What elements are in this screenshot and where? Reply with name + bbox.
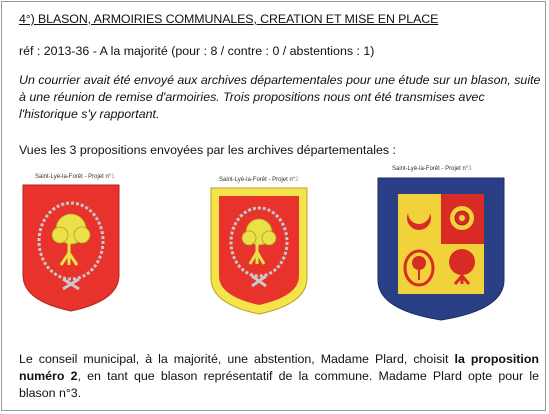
coat-of-arms-3 [376, 176, 506, 322]
proposal-2 [209, 172, 319, 322]
shield-field [23, 185, 119, 311]
vote-reference: réf : 2013-36 - A la majorité (pour : 8 / contre : 0 / abstentions : 1) [19, 44, 375, 58]
shield-field [219, 196, 299, 305]
proposal-1 [19, 172, 129, 322]
proposals-intro: Vues les 3 propositions envoyées par les archives départementales : [19, 143, 396, 157]
section-title: 4°) BLASON, ARMOIRIES COMMUNALES, CREATION ET MISE EN PLACE [19, 12, 439, 26]
proposal-3-caption: Saint-Lyé-la-Forêt - Projet n°3 [392, 166, 472, 172]
proposal-3 [376, 164, 506, 324]
crescent-icon [407, 202, 431, 230]
document-frame [1, 1, 546, 411]
intro-paragraph: Un courrier avait été envoyé aux archives départementales pour une étude sur un blason, suite à une réunion de remise d'armoiries. Trois propositions nous ont été transmises avec l'historique s'y rapportant. [19, 73, 541, 121]
proposal-1-caption: Saint-Lyé-la-Forêt - Projet n°1 [35, 174, 115, 180]
proposal-2-caption: Saint-Lyé-la-Forêt - Projet n°2 [219, 177, 299, 183]
conclusion-paragraph: Le conseil municipal, à la majorité, une abstention, Madame Plard, choisit la proposition numéro 2, en tant que blason représentatif de la commune. Madame Plard opte pour le blason n°3. [19, 352, 539, 400]
rose-icon [450, 206, 474, 230]
coat-of-arms-1 [21, 183, 121, 313]
coat-of-arms-2 [209, 186, 309, 316]
